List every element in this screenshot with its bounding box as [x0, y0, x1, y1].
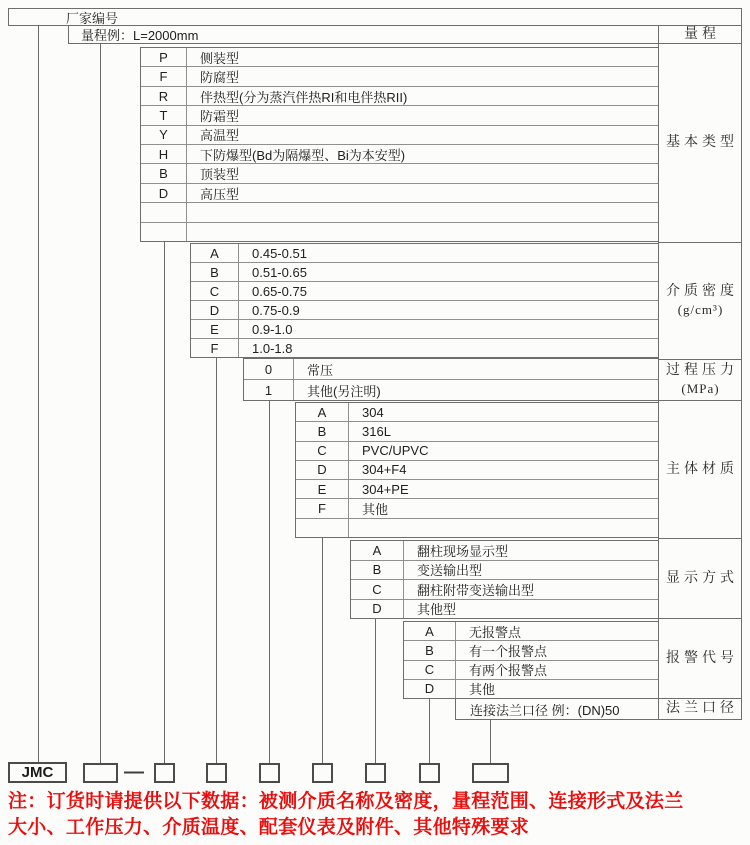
- code-box-flange: [472, 763, 509, 783]
- option-desc-cell: 316L: [362, 423, 391, 439]
- code-box-basic-type: [154, 763, 175, 783]
- code-box-display-mode: [365, 763, 386, 783]
- option-row: [296, 460, 658, 479]
- option-row: [141, 222, 658, 241]
- option-row: [351, 579, 658, 599]
- section-label-basic-type: [658, 43, 742, 243]
- connector-line-factory: [38, 25, 39, 762]
- option-desc-cell: 翻柱附带变送输出型: [417, 582, 535, 598]
- connector-line-process-pressure: [269, 400, 270, 763]
- range-example-text: 量程例：L=2000mm: [81, 28, 199, 43]
- option-code-cell: A: [191, 244, 239, 262]
- connector-line-display-mode: [375, 618, 376, 763]
- factory-code-text: 厂家编号: [66, 10, 119, 26]
- option-code-cell: B: [351, 561, 404, 580]
- option-desc-cell: 变送输出型: [417, 563, 483, 579]
- option-desc-cell: [349, 519, 658, 537]
- section-label-text: 过程压力: [666, 363, 738, 378]
- code-box-body-material: [312, 763, 333, 783]
- option-row: [141, 86, 658, 105]
- option-desc-cell: 0.45-0.51: [252, 245, 307, 261]
- option-code-cell: 1: [244, 380, 294, 400]
- section-basic-type: [140, 47, 659, 242]
- option-row: [141, 202, 658, 221]
- option-row: [351, 599, 658, 619]
- option-code-cell: C: [404, 661, 456, 679]
- option-desc-cell: 0.65-0.75: [252, 283, 307, 299]
- order-note-line1: 注：订货时请提供以下数据：被测介质名称及密度，量程范围、连接形式及法兰: [8, 791, 684, 812]
- section-body-material: [295, 402, 659, 538]
- option-desc-cell: 1.0-1.8: [252, 340, 293, 356]
- option-code-cell: B: [404, 641, 456, 659]
- flange-row: [455, 698, 659, 720]
- option-code-cell: E: [296, 480, 349, 498]
- option-code-cell: A: [351, 541, 404, 560]
- option-row: [191, 319, 658, 338]
- option-row: [141, 48, 658, 66]
- option-code-cell: [141, 203, 187, 221]
- option-desc-cell: 防霜型: [200, 108, 240, 124]
- option-code-cell: 0: [244, 359, 294, 379]
- option-row: [404, 660, 658, 679]
- option-row: [351, 560, 658, 580]
- option-code-cell: [296, 519, 349, 537]
- section-label-range: [658, 25, 742, 44]
- option-desc-cell: 防腐型: [200, 70, 240, 86]
- option-desc-cell: 无报警点: [469, 624, 522, 640]
- option-code-cell: D: [351, 600, 404, 619]
- option-code-cell: F: [141, 67, 187, 85]
- option-code-cell: T: [141, 106, 187, 124]
- range-label-text: 量程: [684, 26, 720, 42]
- option-code-cell: C: [351, 580, 404, 599]
- option-desc-cell: 0.75-0.9: [252, 302, 300, 318]
- order-note: [8, 789, 748, 840]
- section-label-medium-density: [658, 242, 742, 360]
- option-desc-cell: 伴热型(分为蒸汽伴热RI和电伴热RII): [200, 89, 408, 105]
- option-row: [296, 403, 658, 421]
- option-row: [191, 338, 658, 357]
- option-code-cell: D: [296, 461, 349, 479]
- option-code-cell: R: [141, 87, 187, 105]
- section-label-text: 介质密度: [666, 284, 738, 299]
- connector-line-medium-density: [216, 357, 217, 763]
- section-label-text: 主体材质: [666, 461, 738, 477]
- option-desc-cell: 有两个报警点: [469, 663, 548, 679]
- section-label-text: 显示方式: [666, 570, 738, 586]
- option-desc-cell: 常压: [307, 362, 334, 378]
- option-row: [141, 66, 658, 85]
- option-code-cell: C: [296, 442, 349, 460]
- option-row: [141, 125, 658, 144]
- option-code-cell: D: [404, 680, 456, 698]
- model-prefix-text: JMC: [21, 764, 54, 781]
- option-code-cell: C: [191, 282, 239, 300]
- code-box-range: [83, 763, 118, 783]
- model-separator: —: [124, 761, 144, 783]
- option-desc-cell: 其他: [469, 682, 496, 698]
- option-desc-cell: 下防爆型(Bd为隔爆型、Bi为本安型): [200, 147, 406, 163]
- option-code-cell: F: [191, 339, 239, 357]
- option-desc-cell: 0.51-0.65: [252, 264, 307, 280]
- model-prefix-box: [8, 762, 67, 783]
- option-desc-cell: 304: [362, 404, 384, 420]
- section-label-text: 报警代号: [666, 650, 738, 666]
- option-desc-cell: [187, 203, 658, 221]
- section-label-alarm-code: [658, 618, 742, 699]
- option-row: [191, 262, 658, 281]
- connector-line-range: [100, 43, 101, 763]
- option-row: [404, 622, 658, 640]
- option-desc-cell: 高温型: [200, 128, 240, 144]
- option-row: [244, 379, 658, 400]
- option-code-cell: A: [404, 622, 456, 640]
- section-label-unit: (g/cm³): [677, 302, 724, 317]
- option-desc-cell: 高压型: [200, 186, 240, 202]
- option-row: [141, 163, 658, 182]
- option-desc-cell: 0.9-1.0: [252, 321, 293, 337]
- option-code-cell: B: [296, 422, 349, 440]
- option-desc-cell: 翻柱现场显示型: [417, 543, 509, 559]
- option-code-cell: B: [141, 164, 187, 182]
- order-note-line2: 大小、工作压力、介质温度、配套仪表及附件、其他特殊要求: [8, 816, 530, 838]
- option-row: [296, 441, 658, 460]
- connector-line-flange: [490, 719, 491, 763]
- code-box-process-pressure: [259, 763, 280, 783]
- connector-line-alarm-code: [429, 698, 430, 763]
- option-code-cell: H: [141, 145, 187, 163]
- option-code-cell: A: [296, 403, 349, 421]
- section-alarm-code: [403, 621, 659, 699]
- option-row: [296, 498, 658, 517]
- connector-line-body-material: [322, 537, 323, 763]
- option-row: [296, 518, 658, 537]
- option-code-cell: P: [141, 48, 187, 66]
- option-desc-cell: 顶装型: [200, 167, 240, 183]
- option-row: [404, 679, 658, 698]
- option-row: [191, 300, 658, 319]
- section-medium-density: [190, 243, 659, 358]
- flange-desc: 连接法兰口径 例：(DN)50: [470, 702, 620, 718]
- option-row: [141, 144, 658, 163]
- section-label-display-mode: [658, 538, 742, 619]
- option-row: [191, 244, 658, 262]
- option-row: [244, 359, 658, 379]
- option-desc-cell: [187, 223, 658, 241]
- section-label-body-material: [658, 400, 742, 539]
- section-display-mode: [350, 540, 659, 619]
- option-code-cell: B: [191, 263, 239, 281]
- option-code-cell: D: [141, 184, 187, 202]
- option-desc-cell: 其他: [362, 502, 389, 518]
- option-row: [141, 183, 658, 202]
- option-desc-cell: 侧装型: [200, 50, 240, 66]
- flange-label-text: 法兰口径: [666, 701, 738, 716]
- code-box-medium-density: [206, 763, 227, 783]
- range-example-box: [68, 25, 742, 44]
- option-desc-cell: 304+F4: [362, 462, 407, 478]
- section-label-flange: [658, 698, 742, 720]
- option-row: [191, 281, 658, 300]
- option-desc-cell: 其他型: [417, 602, 457, 618]
- option-code-cell: E: [191, 320, 239, 338]
- option-desc-cell: PVC/UPVC: [362, 443, 429, 459]
- option-desc-cell: 304+PE: [362, 481, 409, 497]
- option-row: [296, 479, 658, 498]
- section-label-process-pressure: [658, 359, 742, 401]
- section-label-text: 基本类型: [666, 135, 738, 150]
- option-code-cell: Y: [141, 126, 187, 144]
- section-label-unit: (MPa): [681, 381, 720, 396]
- option-row: [141, 105, 658, 124]
- option-row: [456, 699, 658, 719]
- option-row: [404, 640, 658, 659]
- option-code-cell: D: [191, 301, 239, 319]
- section-process-pressure: [243, 358, 659, 401]
- option-row: [296, 421, 658, 440]
- option-desc-cell: 其他(另注明): [307, 383, 381, 399]
- option-code-cell: F: [296, 499, 349, 517]
- connector-line-basic-type: [164, 241, 165, 763]
- option-code-cell: [141, 223, 187, 241]
- option-row: [351, 541, 658, 560]
- factory-code-box: [8, 8, 742, 26]
- code-box-alarm-code: [419, 763, 440, 783]
- option-desc-cell: 有一个报警点: [469, 643, 548, 659]
